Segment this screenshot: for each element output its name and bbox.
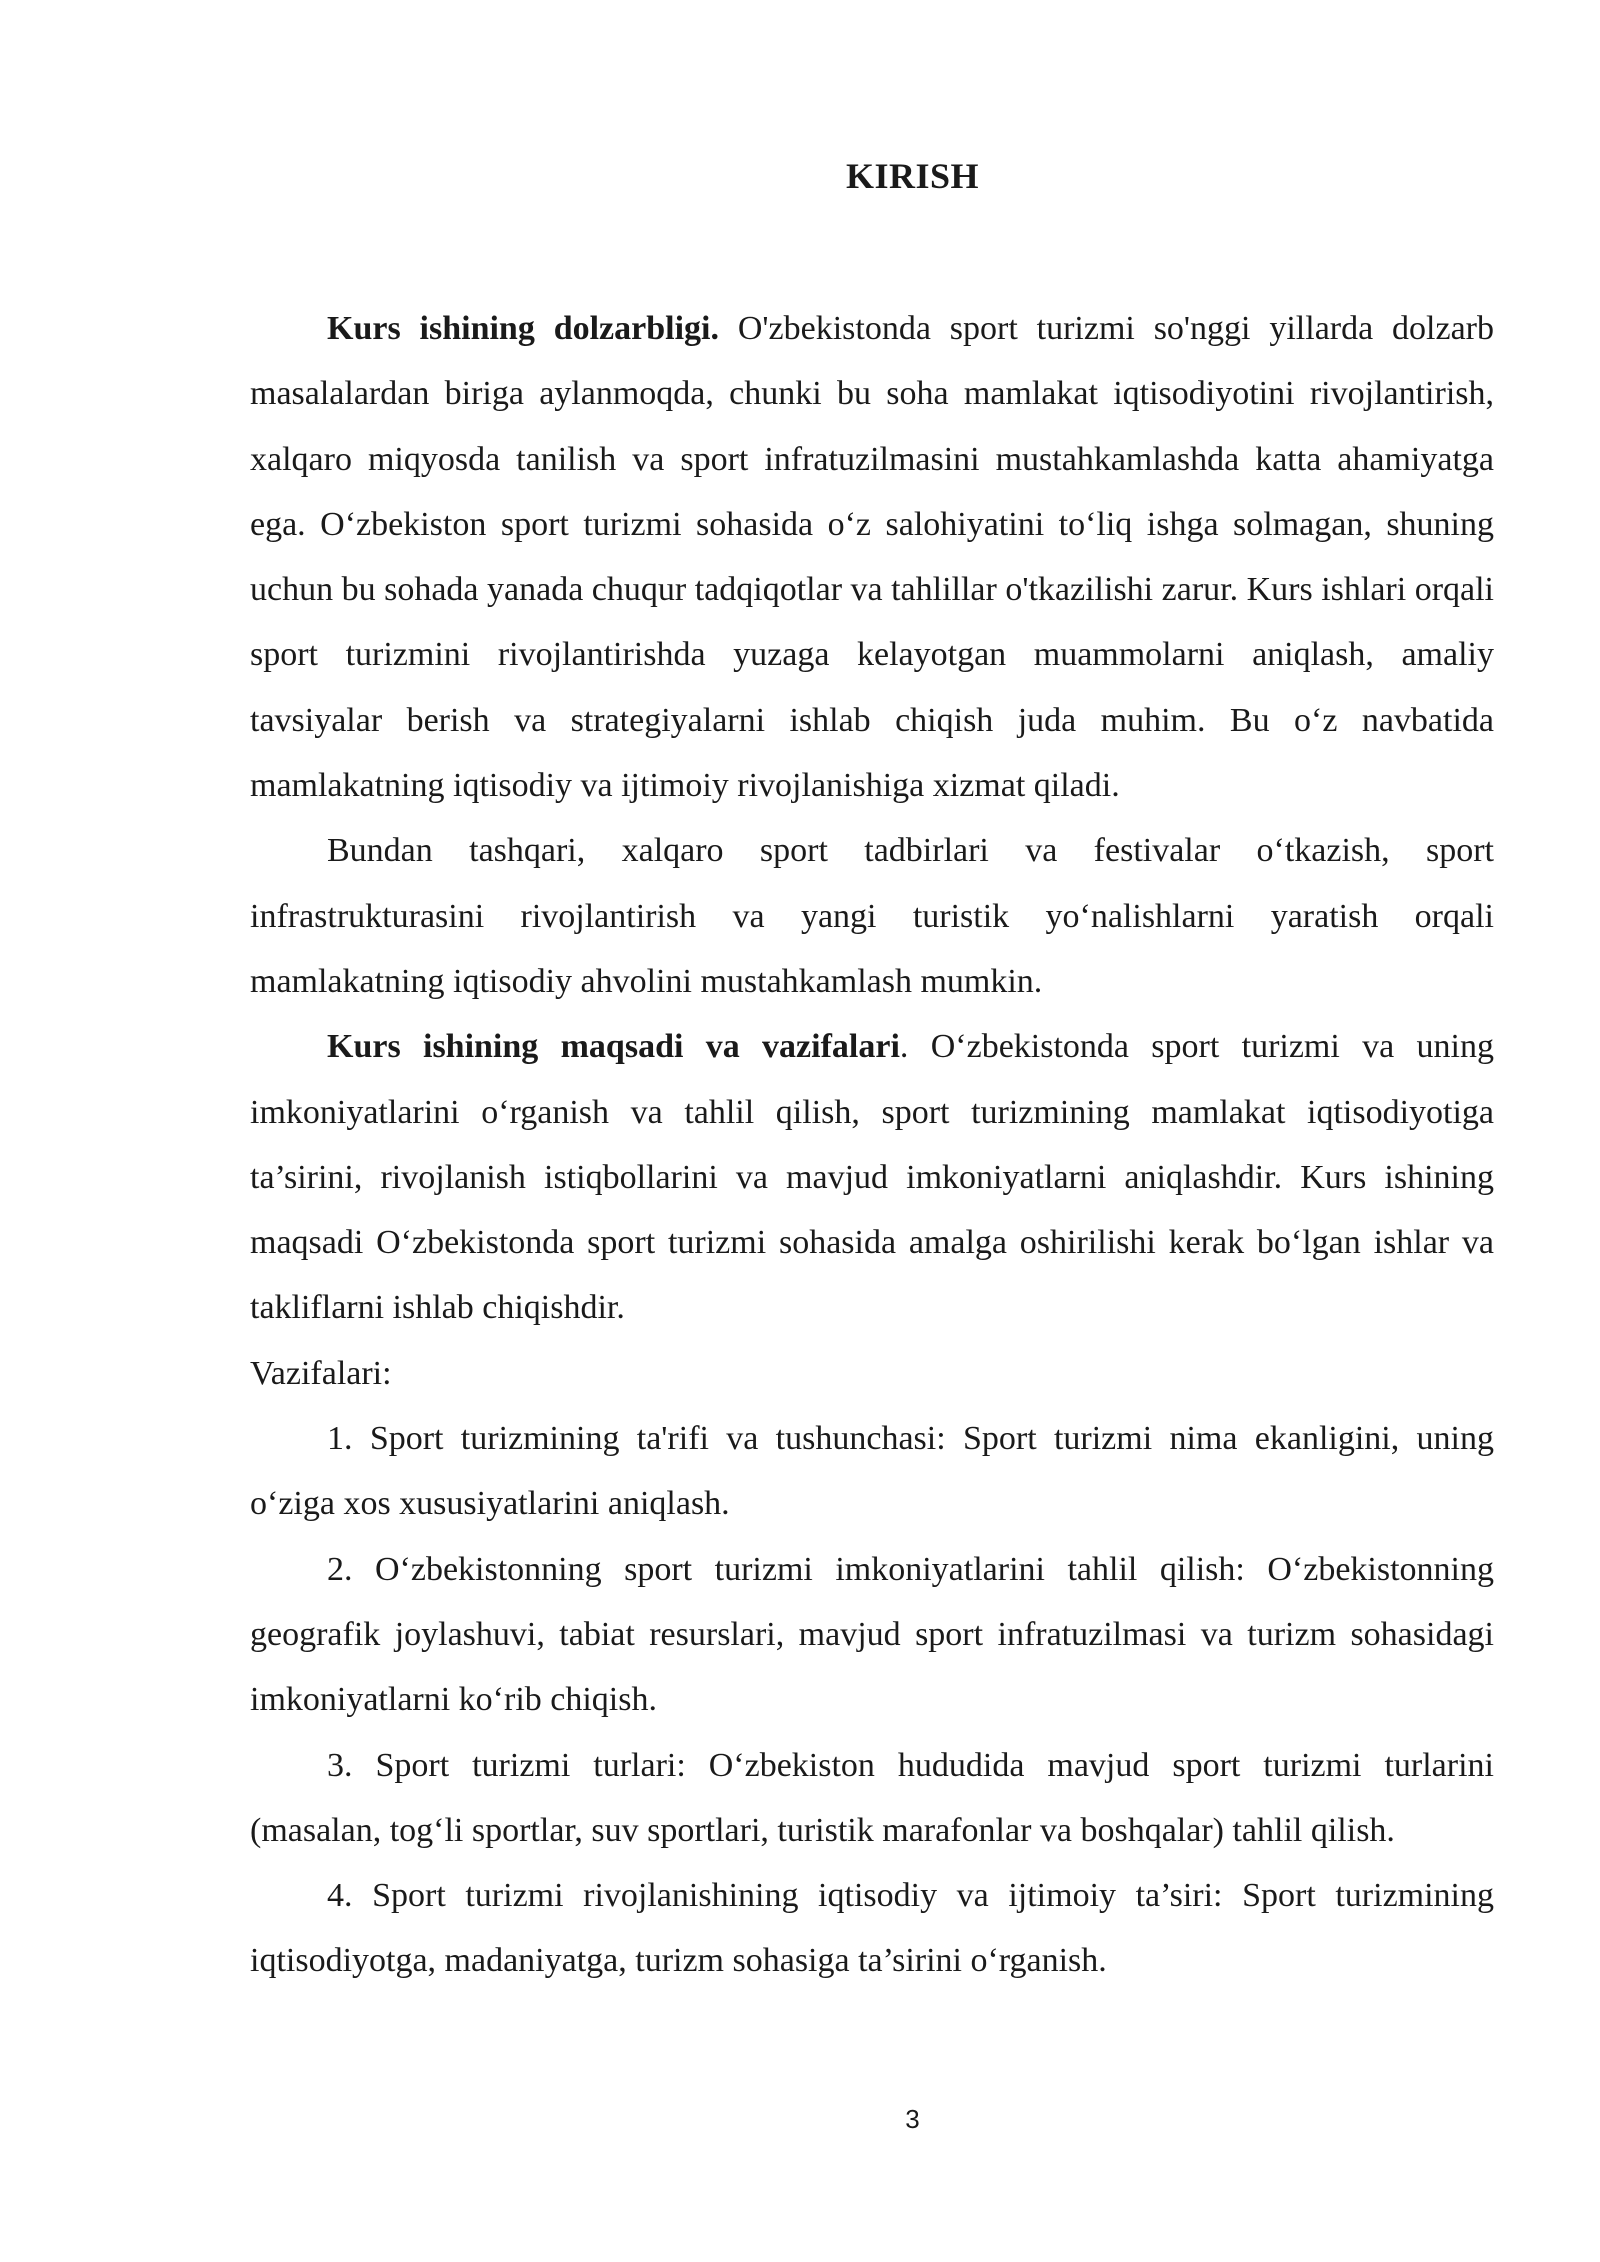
task-item-3: 3. Sport turizmi turlari: O‘zbekiston hududida mavjud sport turizmi turlarini (masalan, tog‘li sportlar, suv sportlari, turistik marafonlar va boshqalar) tahlil qilish. (250, 1746, 1494, 1849)
relevance-text: O'zbekistonda sport turizmi so'nggi yillarda dolzarb masalalardan biriga aylanmoqda, chunki bu soha mamlakat iqtisodiyotini rivojlantirish, xalqaro miqyosda tanilish va sport infratuzilmasini mustahkamlashda katta ahamiyatga ega. O‘zbekiston sport turizmi sohasida o‘z salohiyatini to‘liq ishga solmagan, shuning uchun bu sohada yanada chuqur tadqiqotlar va tahlillar o'tkazilishi zarur. Kurs ishlari orqali sport turizmini rivojlantirishda yuzaga kelayotgan muammolarni aniqlash, amaliy tavsiyalar berish va strategiyalarni ishlab chiqish juda muhim. Bu o‘z navbatida mamlakatning iqtisodiy va ijtimoiy rivojlanishiga xizmat qiladi. (250, 310, 1494, 805)
paragraph-additional: Bundan tashqari, xalqaro sport tadbirlari va festivalar o‘tkazish, sport infrastrukturasini rivojlantirish va yangi turistik yo‘nalishlarni yaratish orqali mamlakatning iqtisodiy ahvolini mustahkamlash mumkin. (250, 832, 1494, 1000)
page-title: KIRISH (845, 156, 980, 196)
paragraph-relevance (250, 296, 1494, 818)
page-number: 3 (905, 2104, 920, 2134)
tasks-label: Vazifalari: (250, 1354, 392, 1392)
goal-heading: Kurs ishining maqsadi va vazifalari (327, 1028, 900, 1066)
paragraph-goal (250, 1014, 1494, 1340)
task-item-1: 1. Sport turizmining ta'rifi va tushunchasi: Sport turizmi nima ekanligini, uning o‘ziga xos xususiyatlarini aniqlash. (250, 1420, 1494, 1523)
task-item-2: 2. O‘zbekistonning sport turizmi imkoniyatlarini tahlil qilish: O‘zbekistonning geografik joylashuvi, tabiat resurslari, mavjud sport infratuzilmasi va turizm sohasidagi imkoniyatlarni ko‘rib chiqish. (250, 1550, 1494, 1719)
relevance-heading: Kurs ishining dolzarbligi. (327, 310, 719, 347)
task-item-4: 4. Sport turizmi rivojlanishining iqtisodiy va ijtimoiy ta’siri: Sport turizmining iqtisodiyotga, madaniyatga, turizm sohasiga ta’sirini o‘rganish. (250, 1877, 1494, 1980)
goal-text: . O‘zbekistonda sport turizmi va uning imkoniyatlarini o‘rganish va tahlil qilish, sport turizmining mamlakat iqtisodiyotiga ta’sirini, rivojlanish istiqbollarini va mavjud imkoniyatlarni aniqlashdir. Kurs ishining maqsadi O‘zbekistonda sport turizmi sohasida amalga oshirilishi kerak bo‘lgan ishlar va takliflarni ishlab chiqishdir. (250, 1028, 1494, 1327)
document-body (250, 296, 1494, 1994)
